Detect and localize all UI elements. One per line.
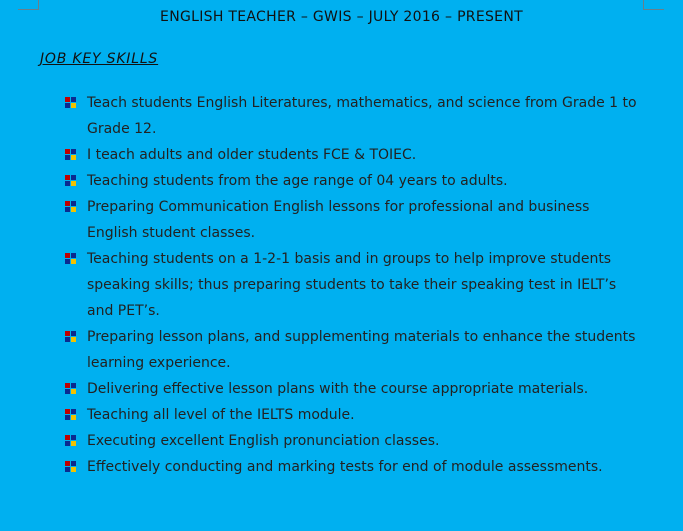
skill-text: Teaching students from the age range of 04 years to adults.	[87, 173, 508, 189]
skill-text: I teach adults and older students FCE & TOIEC.	[87, 147, 417, 163]
skill-text: Teach students English Literatures, mathematics, and science from Grade 1 to Grade 12.	[87, 95, 637, 137]
skill-list-item	[62, 376, 642, 402]
section-heading: JOB KEY SKILLS	[40, 51, 159, 67]
skill-list-item	[62, 168, 642, 194]
skill-text: Teaching students on a 1-2-1 basis and in groups to help improve students speaking skills; thus preparing students to take their speaking test in IELT’s and PET’s.	[87, 251, 617, 319]
skill-list-item	[62, 454, 642, 480]
skill-list-item	[62, 246, 642, 324]
skill-text: Preparing Communication English lessons for professional and business English student classes.	[87, 199, 590, 241]
skills-list	[62, 90, 642, 480]
four-square-bullet-icon	[65, 409, 76, 420]
skill-list-item	[62, 428, 642, 454]
four-square-bullet-icon	[65, 461, 76, 472]
skill-list-item	[62, 142, 642, 168]
skill-list-item	[62, 324, 642, 376]
skill-text: Executing excellent English pronunciation classes.	[87, 433, 440, 449]
skill-list-item	[62, 90, 642, 142]
four-square-bullet-icon	[65, 383, 76, 394]
four-square-bullet-icon	[65, 175, 76, 186]
skill-text: Teaching all level of the IELTS module.	[87, 407, 355, 423]
skill-list-item	[62, 402, 642, 428]
four-square-bullet-icon	[65, 149, 76, 160]
four-square-bullet-icon	[65, 331, 76, 342]
skill-list-item	[62, 194, 642, 246]
skill-text: Preparing lesson plans, and supplementing materials to enhance the students learning experience.	[87, 329, 636, 371]
skill-text: Delivering effective lesson plans with the course appropriate materials.	[87, 381, 589, 397]
four-square-bullet-icon	[65, 435, 76, 446]
job-title-header: ENGLISH TEACHER – GWIS – JULY 2016 – PRESENT	[160, 9, 523, 25]
four-square-bullet-icon	[65, 201, 76, 212]
skill-text: Effectively conducting and marking tests for end of module assessments.	[87, 459, 603, 475]
four-square-bullet-icon	[65, 97, 76, 108]
four-square-bullet-icon	[65, 253, 76, 264]
